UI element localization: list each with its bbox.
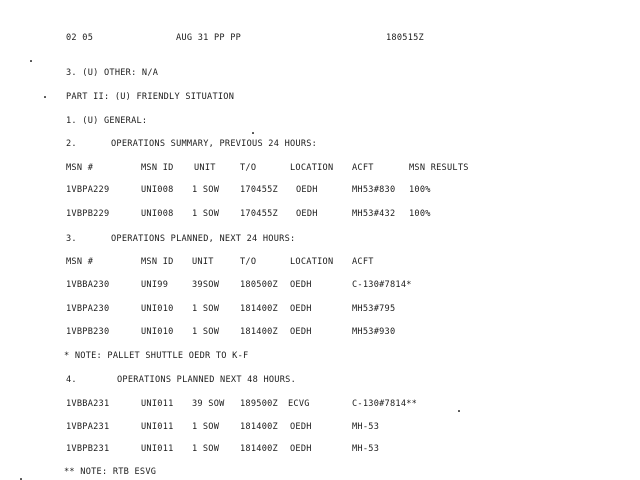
cell-acft: MH-53 <box>352 422 380 432</box>
cell-msn-id: UNI011 <box>141 444 174 454</box>
cell-unit: 39 SOW <box>192 399 225 409</box>
cell-location: OEDH <box>296 185 318 195</box>
cell-location: OEDH <box>296 209 318 219</box>
cell-msn: 1VBPA230 <box>66 304 110 314</box>
cell-result: 100% <box>409 209 431 219</box>
cell-msn-id: UNI011 <box>141 399 174 409</box>
col-header-to: T/O <box>240 163 257 173</box>
cell-msn-id: UNI010 <box>141 304 174 314</box>
cell-to: 189500Z <box>240 399 278 409</box>
cell-msn: 1VBPB231 <box>66 444 110 454</box>
cell-msn: 1VBBA230 <box>66 280 110 290</box>
scan-speck <box>458 410 460 412</box>
col-header-unit: UNIT <box>192 257 214 267</box>
section-4-number: 4. <box>66 375 77 385</box>
col-header-location: LOCATION <box>290 163 334 173</box>
cell-acft: MH-53 <box>352 444 380 454</box>
cell-unit: 1 SOW <box>192 185 220 195</box>
col-header-acft: ACFT <box>352 257 374 267</box>
col-header-to: T/O <box>240 257 257 267</box>
cell-msn-id: UNI008 <box>141 185 174 195</box>
col-header-acft: ACFT <box>352 163 374 173</box>
cell-msn-id: UNI008 <box>141 209 174 219</box>
cell-acft: C-130#7814* <box>352 280 412 290</box>
scan-speck <box>20 478 22 480</box>
scan-speck <box>30 60 32 62</box>
cell-location: OEDH <box>290 327 312 337</box>
cell-to: 181400Z <box>240 304 278 314</box>
cell-to: 170455Z <box>240 209 278 219</box>
col-header-msn-id: MSN ID <box>141 163 174 173</box>
cell-acft: MH53#432 <box>352 209 396 219</box>
col-header-location: LOCATION <box>290 257 334 267</box>
col-header-msn-id: MSN ID <box>141 257 174 267</box>
cell-to: 181400Z <box>240 422 278 432</box>
general-text: 1. (U) GENERAL: <box>66 116 148 126</box>
cell-unit: 1 SOW <box>192 422 220 432</box>
cell-location: OEDH <box>290 422 312 432</box>
cell-unit: 1 SOW <box>192 304 220 314</box>
cell-to: 170455Z <box>240 185 278 195</box>
cell-msn-id: UNI010 <box>141 327 174 337</box>
cell-msn: 1VBBA231 <box>66 399 110 409</box>
section-2-title: OPERATIONS SUMMARY, PREVIOUS 24 HOURS: <box>111 139 318 149</box>
col-header-msn: MSN # <box>66 257 94 267</box>
col-header-msn: MSN # <box>66 163 94 173</box>
other-text: 3. (U) OTHER: N/A <box>66 68 159 78</box>
cell-msn: 1VBPB230 <box>66 327 110 337</box>
cell-acft: C-130#7814** <box>352 399 418 409</box>
cell-msn: 1VBPA229 <box>66 185 110 195</box>
section-3-number: 3. <box>66 234 77 244</box>
cell-to: 180500Z <box>240 280 278 290</box>
cell-unit: 1 SOW <box>192 209 220 219</box>
section-3-title: OPERATIONS PLANNED, NEXT 24 HOURS: <box>111 234 296 244</box>
cell-msn-id: UNI99 <box>141 280 169 290</box>
header-date: AUG 31 PP PP <box>176 33 242 43</box>
section-4-title: OPERATIONS PLANNED NEXT 48 HOURS. <box>117 375 296 385</box>
cell-msn: 1VBPA231 <box>66 422 110 432</box>
note-1-text: * NOTE: PALLET SHUTTLE OEDR TO K-F <box>64 351 249 361</box>
cell-location: OEDH <box>290 304 312 314</box>
scan-speck <box>252 132 254 134</box>
note-2-text: ** NOTE: RTB ESVG <box>64 467 157 477</box>
col-header-unit: UNIT <box>194 163 216 173</box>
cell-unit: 1 SOW <box>192 444 220 454</box>
cell-msn: 1VBPB229 <box>66 209 110 219</box>
cell-result: 100% <box>409 185 431 195</box>
header-dtg: 180515Z <box>386 33 424 43</box>
cell-acft: MH53#830 <box>352 185 396 195</box>
section-2-number: 2. <box>66 139 77 149</box>
cell-acft: MH53#795 <box>352 304 396 314</box>
cell-to: 181400Z <box>240 327 278 337</box>
cell-location: ECVG <box>288 399 310 409</box>
cell-acft: MH53#930 <box>352 327 396 337</box>
page-number: 02 05 <box>66 33 94 43</box>
part-two-text: PART II: (U) FRIENDLY SITUATION <box>66 92 235 102</box>
cell-unit: 1 SOW <box>192 327 220 337</box>
cell-msn-id: UNI011 <box>141 422 174 432</box>
col-header-msn-results: MSN RESULTS <box>409 163 469 173</box>
cell-to: 181400Z <box>240 444 278 454</box>
cell-unit: 39SOW <box>192 280 220 290</box>
cell-location: OEDH <box>290 444 312 454</box>
cell-location: OEDH <box>290 280 312 290</box>
scan-speck <box>44 96 46 98</box>
